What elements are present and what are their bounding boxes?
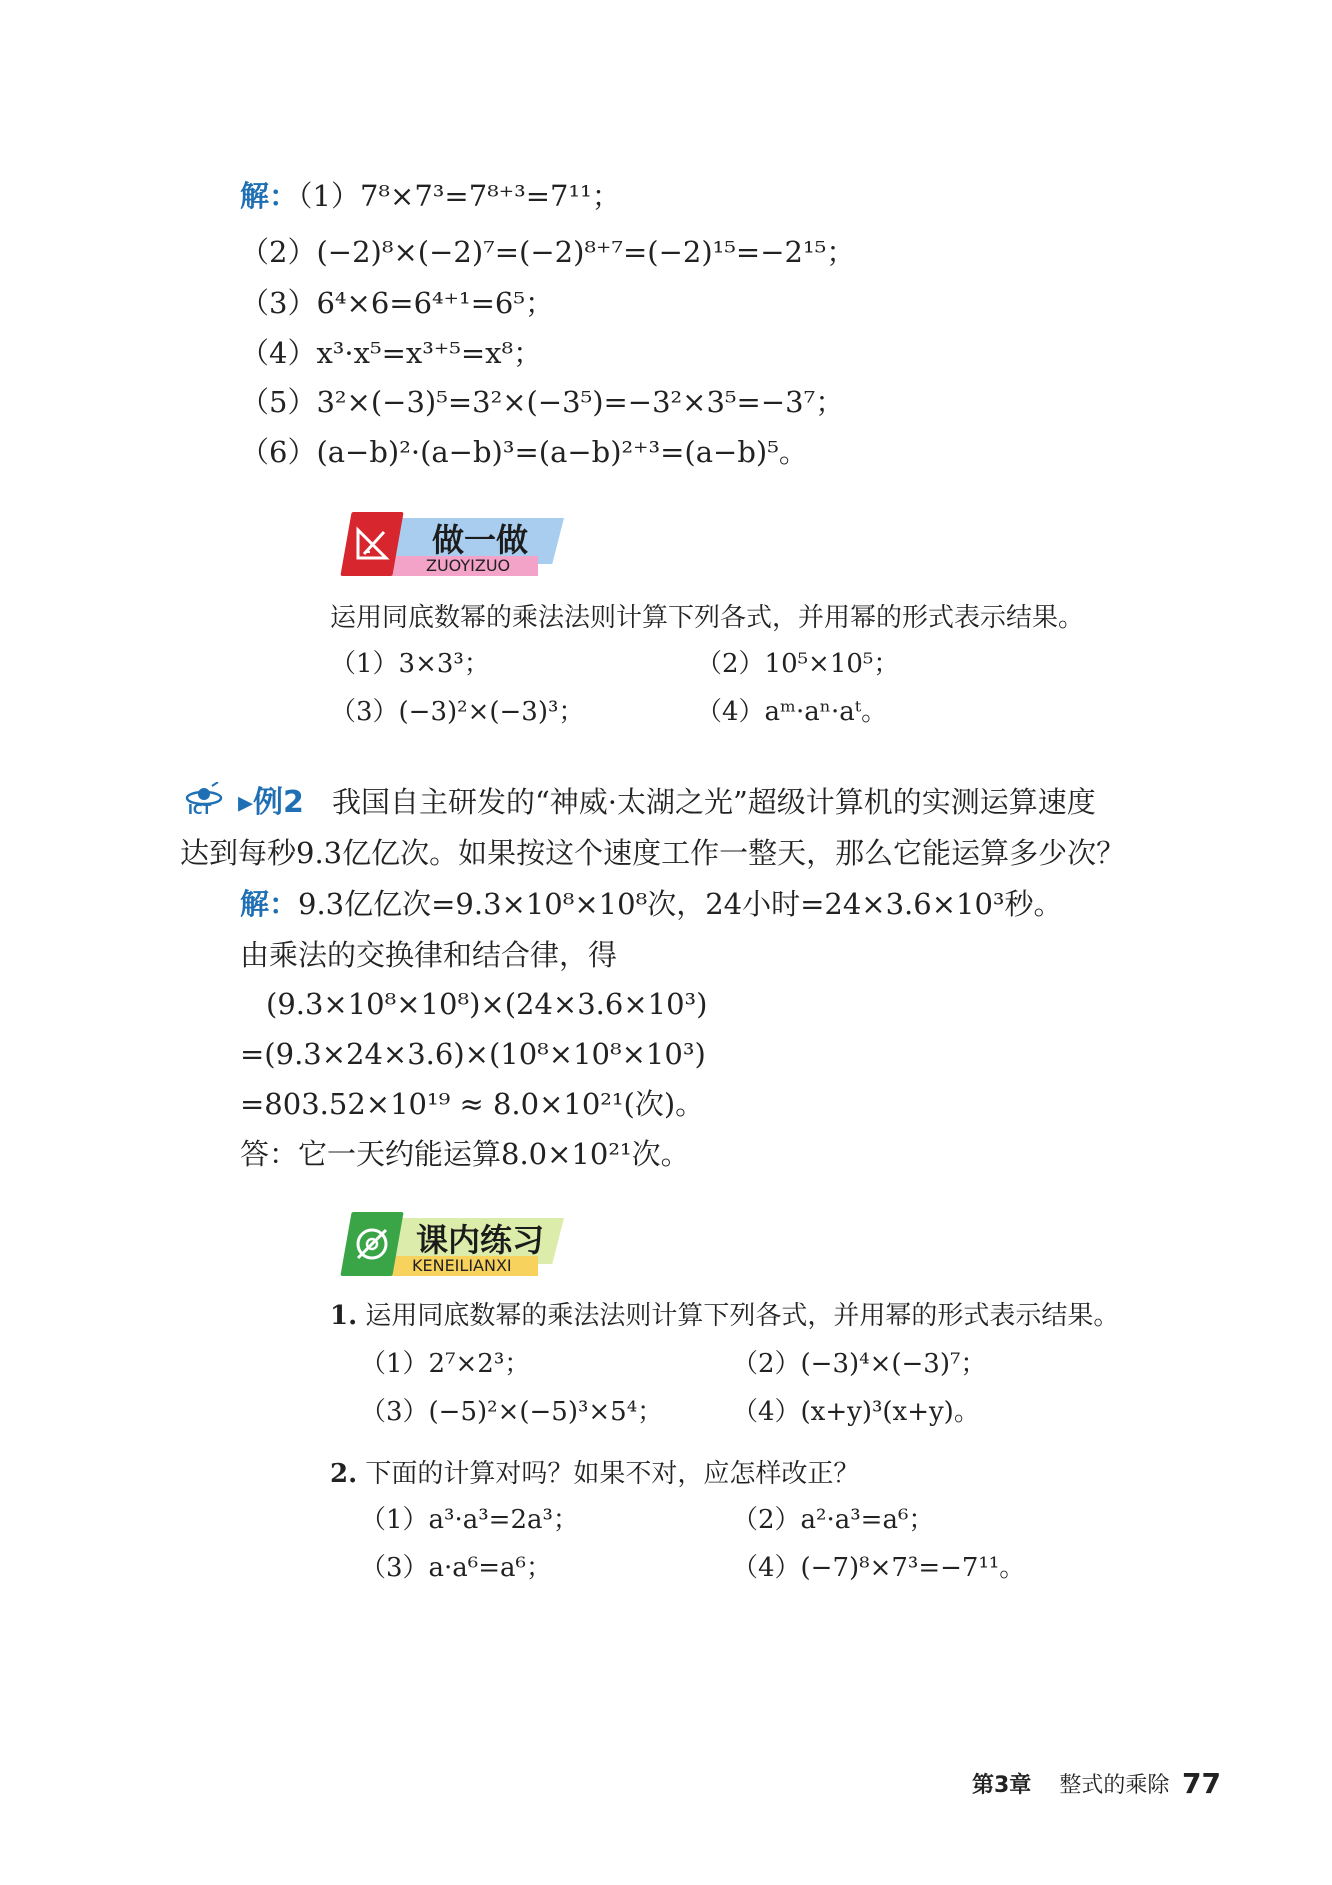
zuoyizuo-item-3: （3）(−3)²×(−3)³；: [330, 697, 585, 727]
example2-solution-line-2: 由乘法的交换律和结合律，得: [240, 938, 618, 972]
example2-calc-1: (9.3×10⁸×10⁸)×(24×3.6×10³): [266, 987, 708, 1021]
kenei-badge: [328, 1212, 564, 1278]
solution-line-3: （3）6⁴×6=6⁴⁺¹=6⁵；: [240, 286, 554, 320]
kenei-subtitle: KENEILIANXI: [412, 1256, 512, 1275]
zuoyizuo-item-1: （1）3×3³；: [330, 649, 490, 679]
zuoyizuo-badge: [328, 512, 564, 578]
example2-solution-line-1: [240, 884, 1063, 924]
page-number: 77: [1182, 1767, 1221, 1800]
kenei-q2: [330, 1454, 859, 1494]
kenei-q2-text: 下面的计算对吗？如果不对，应怎样改正？: [365, 1459, 860, 1489]
kenei-q1: [330, 1296, 1119, 1336]
solution-line-5: （5）3²×(−3)⁵=3²×(−3⁵)=−3²×3⁵=−3⁷；: [240, 385, 845, 419]
kenei-q2-number: 2.: [330, 1459, 358, 1489]
kenei-title: 课内练习: [416, 1221, 545, 1259]
kenei-q1-item-4: （4）(x+y)³(x+y)。: [732, 1397, 980, 1427]
kenei-q1-item-3: （3）(−5)²×(−5)³×5⁴；: [360, 1397, 664, 1427]
solution-line-2: （2）(−2)⁸×(−2)⁷=(−2)⁸⁺⁷=(−2)¹⁵=−2¹⁵；: [240, 235, 856, 269]
solution-label: 解：: [240, 179, 299, 213]
page-footer: [972, 1770, 1169, 1802]
zuoyizuo-title: 做一做: [432, 521, 529, 559]
example2-text-1: 我国自主研发的“神威·太湖之光”超级计算机的实测运算速度: [331, 785, 1096, 819]
example2-line-2: 达到每秒9.3亿亿次。如果按这个速度工作一整天，那么它能运算多少次？: [180, 836, 1126, 870]
footer-chapter: 第3章: [972, 1773, 1032, 1798]
solution-line-4: （4）x³·x⁵=x³⁺⁵=x⁸；: [240, 336, 543, 370]
kenei-q2-item-3: （3）a·a⁶=a⁶；: [360, 1553, 552, 1583]
kenei-q1-text: 运用同底数幂的乘法法则计算下列各式，并用幂的形式表示结果。: [365, 1301, 1120, 1331]
kenei-q1-item-1: （1）2⁷×2³；: [360, 1349, 531, 1379]
example2-calc-2: =(9.3×24×3.6)×(10⁸×10⁸×10³): [240, 1037, 706, 1071]
kenei-q1-item-2: （2）(−3)⁴×(−3)⁷；: [732, 1349, 987, 1379]
solution-line-6: （6）(a−b)²·(a−b)³=(a−b)²⁺³=(a−b)⁵。: [240, 435, 808, 469]
example2-calc-3: =803.52×10¹⁹ ≈ 8.0×10²¹(次)。: [240, 1087, 705, 1121]
example2-answer: 答：它一天约能运算8.0×10²¹次。: [240, 1137, 690, 1171]
ict-icon: [184, 782, 224, 820]
kenei-q2-item-2: （2）a²·a³=a⁶；: [732, 1505, 935, 1535]
protractor-icon: [352, 1224, 392, 1264]
zuoyizuo-item-4: （4）aᵐ·aⁿ·aᵗ。: [696, 697, 888, 727]
ict-label: ICT: [188, 803, 212, 818]
kenei-q2-item-4: （4）(−7)⁸×7³=−7¹¹。: [732, 1553, 1026, 1583]
example2-label: ▸例2: [238, 785, 304, 820]
zuoyizuo-instruction: 运用同底数幂的乘法法则计算下列各式，并用幂的形式表示结果。: [330, 603, 1085, 633]
example2-solution-label: 解：: [240, 887, 299, 921]
example2-line-1: [238, 782, 1096, 823]
example2-solution-text-1: 9.3亿亿次=9.3×10⁸×10⁸次，24小时=24×3.6×10³秒。: [298, 887, 1063, 921]
zuoyizuo-subtitle: ZUOYIZUO: [426, 556, 511, 575]
footer-chapter-title: 整式的乘除: [1059, 1773, 1170, 1798]
zuoyizuo-item-2: （2）10⁵×10⁵；: [696, 649, 900, 679]
kenei-q1-number: 1.: [330, 1301, 358, 1331]
ruler-pencil-icon: [352, 524, 392, 564]
kenei-q2-item-1: （1）a³·a³=2a³；: [360, 1505, 579, 1535]
solution-line-1: [240, 176, 621, 216]
solution-text: （1）7⁸×7³=7⁸⁺³=7¹¹；: [298, 179, 621, 213]
